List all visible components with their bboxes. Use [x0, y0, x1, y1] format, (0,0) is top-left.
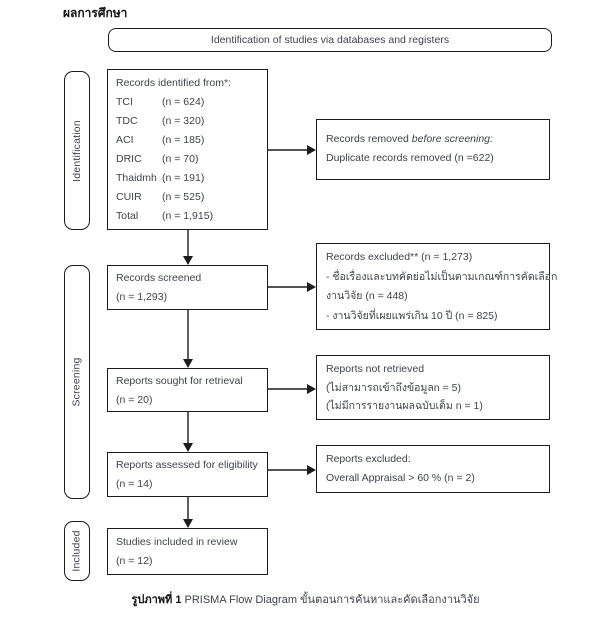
arrow-sought-to-assessed [183, 412, 193, 452]
not-retrieved-no-access-count: (ไม่สามารถเข้าถึงข้อมูลn = 5) [326, 381, 461, 394]
database-count: (n = 185) [162, 134, 205, 146]
reports-excluded-appraisal-count: Overall Appraisal > 60 % (n = 2) [326, 472, 475, 484]
reports-not-retrieved-box [316, 355, 550, 420]
reports-assessed-box [107, 452, 268, 497]
database-count: (n = 624) [162, 96, 205, 108]
database-count: (n = 70) [162, 153, 199, 165]
database-count: (n = 1,915) [162, 210, 214, 222]
reports-sought-box [107, 368, 268, 412]
records-removed-box [316, 119, 550, 180]
reports-excluded-box [316, 445, 550, 493]
database-name: TCI [116, 96, 133, 108]
arrow-identified-to-screened [183, 230, 193, 265]
arrow-assessed-to-included [183, 497, 193, 528]
database-name: TDC [116, 115, 138, 127]
excluded-reason-title-abstract: - ชื่อเรื่องและบทคัดย่อไม่เป็นตามเกณฑ์การคัดเลือก [326, 270, 558, 283]
records-removed-prefix: Records removed [326, 133, 412, 145]
stage-included [64, 521, 90, 581]
database-name: Total [116, 210, 139, 222]
stage-included-label: Included [71, 530, 83, 572]
records-removed-before-screening: before screening: [411, 133, 493, 145]
studies-included-count: (n = 12) [116, 555, 153, 567]
stage-identification-label: Identification [71, 119, 84, 182]
stage-identification [64, 71, 90, 230]
arrow-screened-to-sought [183, 310, 193, 368]
reports-assessed-count: (n = 14) [116, 478, 153, 490]
figure-caption [0, 590, 611, 608]
records-screened-box [107, 265, 268, 310]
records-excluded-label: Records excluded** (n = 1,273) [326, 251, 473, 263]
studies-included-label: Studies included in review [116, 536, 238, 548]
records-identified-title: Records identified from*: [116, 77, 231, 89]
figure-caption-number: รูปภาพที่ 1 [131, 594, 182, 606]
banner-identification-via-databases [108, 28, 552, 52]
arrow-screened-to-excluded [268, 282, 316, 292]
database-row-tdc [116, 112, 267, 131]
database-name: DRIC [116, 153, 142, 165]
database-name: CUIR [116, 191, 142, 203]
database-row-dric [116, 150, 267, 169]
arrow-sought-to-not-retrieved [268, 384, 316, 394]
reports-sought-label: Reports sought for retrieval [116, 375, 243, 387]
database-row-thaidmh [116, 169, 267, 188]
stage-screening-label: Screening [71, 357, 83, 407]
not-retrieved-no-fulltext-count: (ไม่มีการรายงานผลฉบับเต็ม n = 1) [326, 400, 483, 412]
database-count: (n = 320) [162, 115, 205, 127]
duplicates-removed-count: Duplicate records removed (n =622) [326, 152, 494, 164]
studies-included-box [107, 528, 268, 575]
page-title: ผลการศึกษา [63, 6, 128, 20]
records-screened-count: (n = 1,293) [116, 291, 168, 303]
records-removed-label [326, 130, 549, 149]
excluded-reason-title-abstract-count: งานวิจัย (n = 448) [326, 290, 408, 302]
reports-assessed-label: Reports assessed for eligibility [116, 459, 258, 471]
banner-label: Identification of studies via databases and registers [210, 34, 450, 46]
database-name: ACI [116, 134, 134, 146]
database-row-cuir [116, 188, 267, 207]
figure-caption-text: PRISMA Flow Diagram ขั้นตอนการค้นหาและคัดเลือกงานวิจัย [181, 594, 480, 606]
excluded-reason-over-10-years: - งานวิจัยที่เผยแพร่เกิน 10 ปี (n = 825) [326, 309, 498, 322]
reports-not-retrieved-label: Reports not retrieved [326, 363, 425, 375]
stage-screening [64, 265, 90, 499]
reports-excluded-label: Reports excluded: [326, 453, 411, 465]
arrow-identified-to-removed [268, 145, 316, 155]
records-excluded-box [316, 243, 558, 330]
records-identified-box [107, 69, 268, 230]
reports-sought-count: (n = 20) [116, 394, 153, 406]
database-count: (n = 525) [162, 191, 205, 203]
database-count: (n = 191) [162, 172, 205, 184]
database-row-tci [116, 93, 267, 112]
database-row-aci [116, 131, 267, 150]
database-row-total [116, 207, 267, 226]
database-name: Thaidmh [116, 172, 157, 184]
arrow-assessed-to-reports-excluded [268, 465, 316, 475]
records-screened-label: Records screened [116, 272, 202, 284]
